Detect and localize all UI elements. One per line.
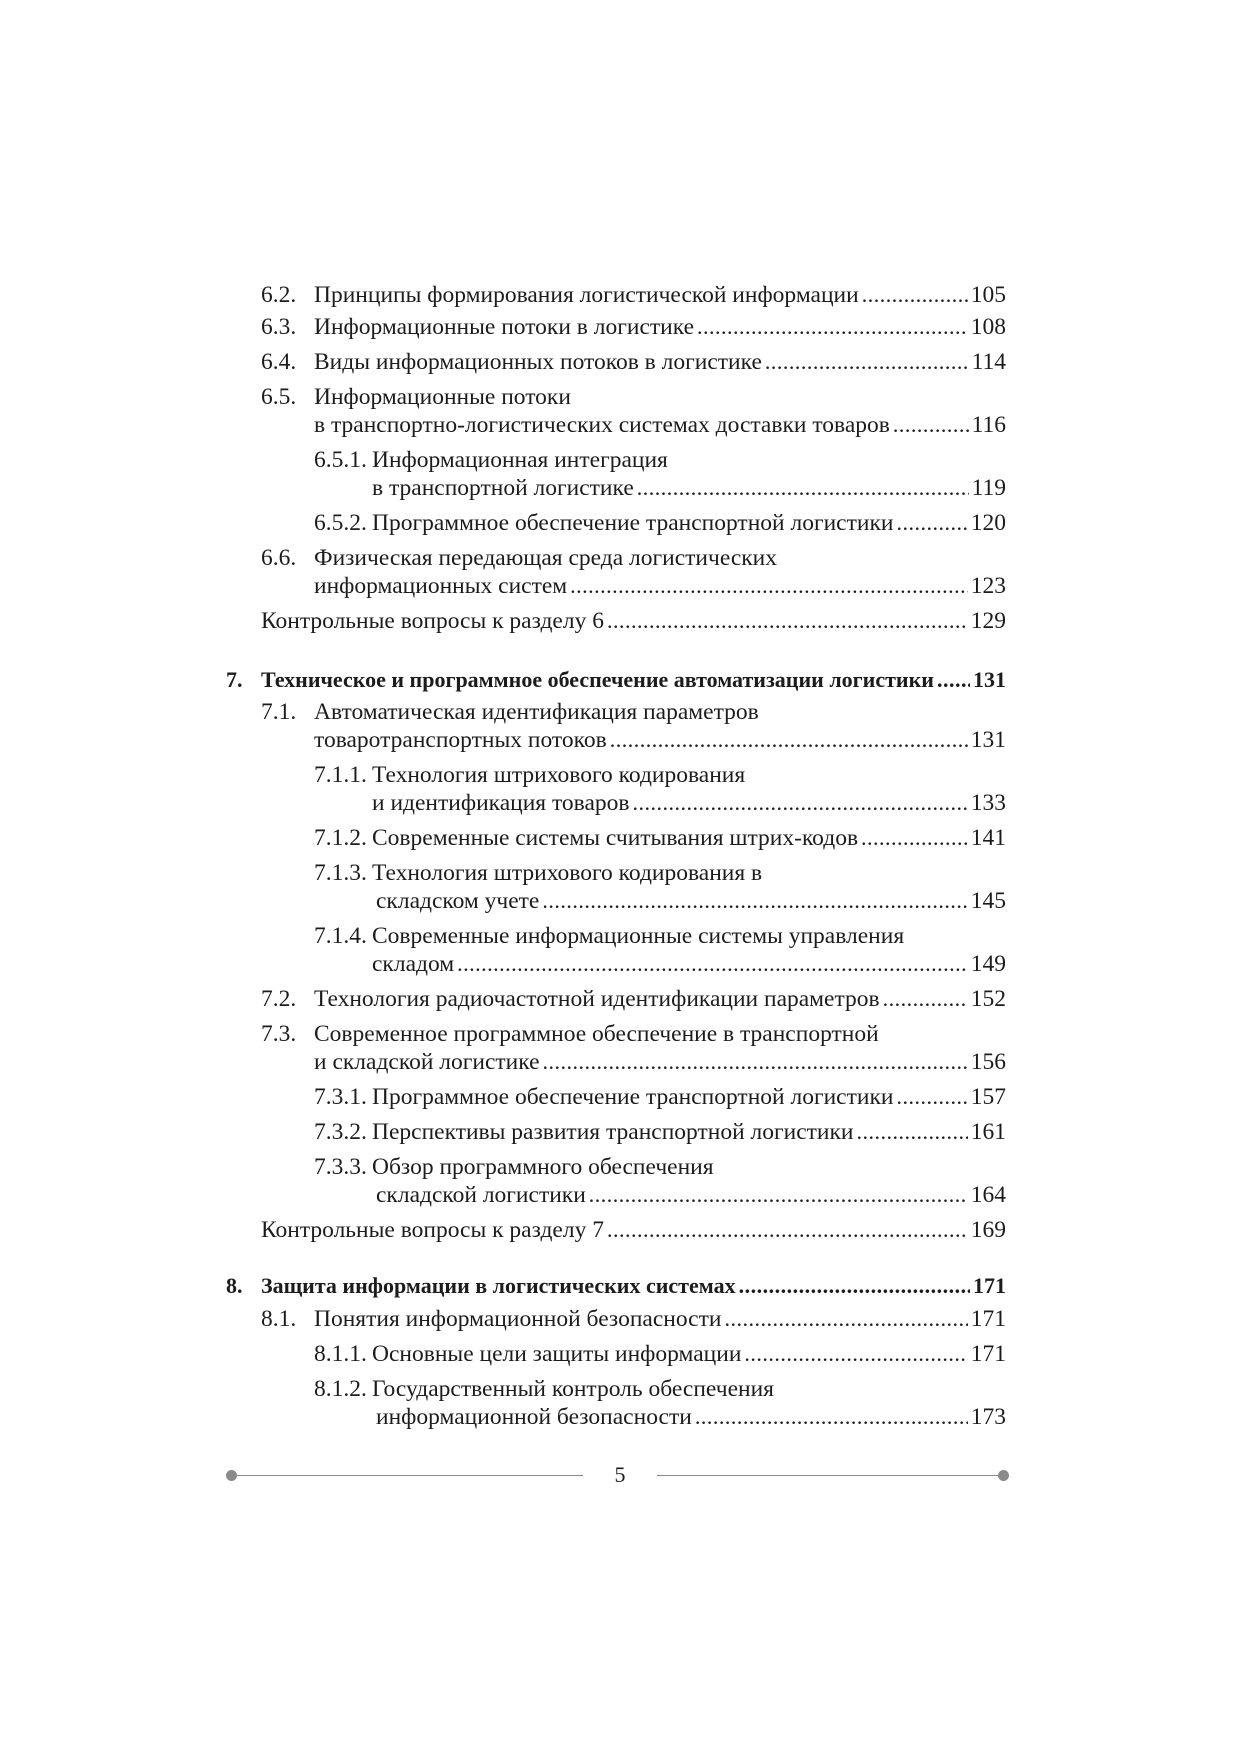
page-ref: 171 <box>970 1341 1006 1367</box>
page-ref: 141 <box>970 825 1006 851</box>
section-title: информационных систем <box>314 573 568 599</box>
section-title: Технология штрихового кодирования <box>372 762 746 788</box>
footer-right-dot <box>998 1470 1009 1481</box>
toc-entry-continuation[interactable] <box>314 570 1006 602</box>
dot-leader <box>857 1116 968 1148</box>
section-title: Принципы формирования логистической информации <box>314 282 859 308</box>
page-ref: 161 <box>970 1119 1006 1145</box>
dot-leader <box>697 311 968 343</box>
page-ref: 149 <box>970 951 1006 977</box>
chapter-title: Защита информации в логистических системах <box>261 1273 736 1298</box>
dot-leader <box>937 664 970 696</box>
section-number: 8.1.2. <box>314 1376 367 1402</box>
section-number: 7.1.4. <box>314 923 367 949</box>
dot-leader <box>589 1179 968 1211</box>
section-number: 7.3. <box>261 1021 297 1047</box>
section-title: Программное обеспечение транспортной логистики <box>372 510 894 536</box>
section-title: Программное обеспечение транспортной логистики <box>372 1084 894 1110</box>
toc-entry[interactable] <box>314 1116 1006 1148</box>
toc-entry-continuation[interactable] <box>372 948 1006 980</box>
toc-review-questions[interactable] <box>261 1214 1006 1246</box>
dot-leader <box>744 1338 967 1370</box>
section-title: в транспортной логистике <box>372 475 634 501</box>
toc-entry-continuation[interactable] <box>372 787 1006 819</box>
dot-leader <box>633 787 968 819</box>
section-title: Современные системы считывания штрих-кодов <box>372 825 859 851</box>
page-footer <box>0 1460 1241 1490</box>
toc-entry[interactable] <box>261 983 1006 1015</box>
page-ref: 119 <box>971 475 1006 501</box>
section-number: 7.3.1. <box>314 1084 367 1110</box>
section-title: и складской логистике <box>314 1049 540 1075</box>
page-ref: 108 <box>970 314 1006 340</box>
page-ref: 156 <box>970 1049 1006 1075</box>
footer-left-rule <box>236 1475 583 1476</box>
section-number: 7.2. <box>261 986 297 1012</box>
dot-leader <box>765 346 969 378</box>
section-title: складской логистики <box>376 1182 586 1208</box>
dot-leader <box>724 1303 967 1335</box>
section-title: и идентификация товаров <box>372 790 630 816</box>
section-title: информационной безопасности <box>376 1404 692 1430</box>
section-number: 7.1.3. <box>314 860 367 886</box>
toc-entry-continuation[interactable] <box>372 472 1006 504</box>
toc-chapter-heading[interactable] <box>226 1270 1006 1302</box>
section-number: 7.1.2. <box>314 825 367 851</box>
dot-leader <box>883 983 968 1015</box>
page-ref: 129 <box>970 608 1006 634</box>
section-number: 6.3. <box>261 314 297 340</box>
section-title: Физическая передающая среда логистических <box>314 545 778 571</box>
section-title: Контрольные вопросы к разделу 7 <box>261 1217 604 1243</box>
dot-leader <box>457 948 968 980</box>
page-ref: 133 <box>970 790 1006 816</box>
dot-leader <box>896 1081 967 1113</box>
page-number: 5 <box>614 1462 626 1487</box>
section-title: Современные информационные системы управления <box>372 923 905 949</box>
page-ref: 152 <box>970 986 1006 1012</box>
toc-chapter-heading[interactable] <box>226 664 1006 696</box>
dot-leader <box>542 885 967 917</box>
toc-entry-continuation[interactable] <box>314 1046 1006 1078</box>
chapter-number: 8. <box>226 1273 243 1298</box>
toc-entry-continuation[interactable] <box>376 885 1006 917</box>
section-title: Обзор программного обеспечения <box>372 1154 714 1180</box>
dot-leader <box>896 507 967 539</box>
dot-leader <box>610 724 968 756</box>
toc-entry[interactable] <box>314 1338 1006 1370</box>
section-number: 7.1.1. <box>314 762 367 788</box>
page-ref: 169 <box>970 1217 1006 1243</box>
toc-entry[interactable] <box>261 279 1006 311</box>
section-title: Технология штрихового кодирования в <box>372 860 763 886</box>
section-title: складском учете <box>376 888 540 914</box>
section-number: 6.4. <box>261 349 297 375</box>
section-number: 8.1.1. <box>314 1341 367 1367</box>
page-ref: 120 <box>970 510 1006 536</box>
section-title: товаротранспортных потоков <box>314 727 607 753</box>
section-title: Информационные потоки <box>314 384 571 410</box>
dot-leader <box>695 1401 968 1433</box>
section-title: Основные цели защиты информации <box>372 1341 742 1367</box>
section-number: 6.5. <box>261 384 297 410</box>
section-number: 6.2. <box>261 282 297 308</box>
page-ref: 131 <box>970 727 1006 753</box>
section-title: в транспортно-логистических системах доставки товаров <box>314 412 890 438</box>
section-title: складом <box>372 951 455 977</box>
dot-leader <box>893 409 969 441</box>
dot-leader <box>543 1046 968 1078</box>
page-ref: 131 <box>973 667 1006 692</box>
chapter-number: 7. <box>226 667 243 692</box>
dot-leader <box>607 605 968 637</box>
section-title: Современное программное обеспечение в транспортной <box>314 1021 879 1047</box>
page-ref: 171 <box>970 1306 1006 1332</box>
toc-entry-continuation[interactable] <box>376 1401 1006 1433</box>
page-ref: 157 <box>970 1084 1006 1110</box>
section-number: 7.3.3. <box>314 1154 367 1180</box>
page-ref: 171 <box>973 1273 1006 1298</box>
section-title: Контрольные вопросы к разделу 6 <box>261 608 604 634</box>
page-ref: 105 <box>970 282 1006 308</box>
dot-leader <box>861 822 968 854</box>
section-number: 7.1. <box>261 699 297 725</box>
dot-leader <box>637 472 969 504</box>
toc-entry[interactable] <box>314 507 1006 539</box>
footer-right-rule <box>657 1475 1000 1476</box>
section-number: 6.6. <box>261 545 297 571</box>
section-title: Автоматическая идентификация параметров <box>314 699 759 725</box>
toc-review-questions[interactable] <box>261 605 1006 637</box>
toc-entry-continuation[interactable] <box>314 724 1006 756</box>
section-number: 6.5.1. <box>314 447 367 473</box>
page-ref: 116 <box>971 412 1006 438</box>
toc-entry-continuation[interactable] <box>314 409 1006 441</box>
section-title: Понятия информационной безопасности <box>314 1306 722 1332</box>
section-title: Виды информационных потоков в логистике <box>314 349 762 375</box>
page-ref: 123 <box>970 573 1006 599</box>
chapter-title: Техническое и программное обеспечение автоматизации логистики <box>261 667 934 692</box>
dot-leader <box>739 1270 970 1302</box>
dot-leader <box>607 1214 968 1246</box>
dot-leader <box>570 570 968 602</box>
page-ref: 173 <box>970 1404 1006 1430</box>
section-number: 7.3.2. <box>314 1119 367 1145</box>
section-title: Государственный контроль обеспечения <box>372 1376 774 1402</box>
page-ref: 145 <box>970 888 1006 914</box>
section-title: Информационная интеграция <box>372 447 668 473</box>
section-title: Информационные потоки в логистике <box>314 314 695 340</box>
toc-entry[interactable] <box>314 822 1006 854</box>
toc-entry[interactable] <box>261 1303 1006 1335</box>
section-title: Перспективы развития транспортной логистики <box>372 1119 854 1145</box>
page-ref: 114 <box>971 349 1006 375</box>
page-ref: 164 <box>970 1182 1006 1208</box>
section-number: 6.5.2. <box>314 510 367 536</box>
toc-entry-continuation[interactable] <box>376 1179 1006 1211</box>
toc-entry[interactable] <box>314 1081 1006 1113</box>
section-title: Технология радиочастотной идентификации параметров <box>314 986 880 1012</box>
toc-entry[interactable] <box>261 311 1006 343</box>
dot-leader <box>862 279 968 311</box>
section-number: 8.1. <box>261 1306 297 1332</box>
toc-entry[interactable] <box>261 346 1006 378</box>
